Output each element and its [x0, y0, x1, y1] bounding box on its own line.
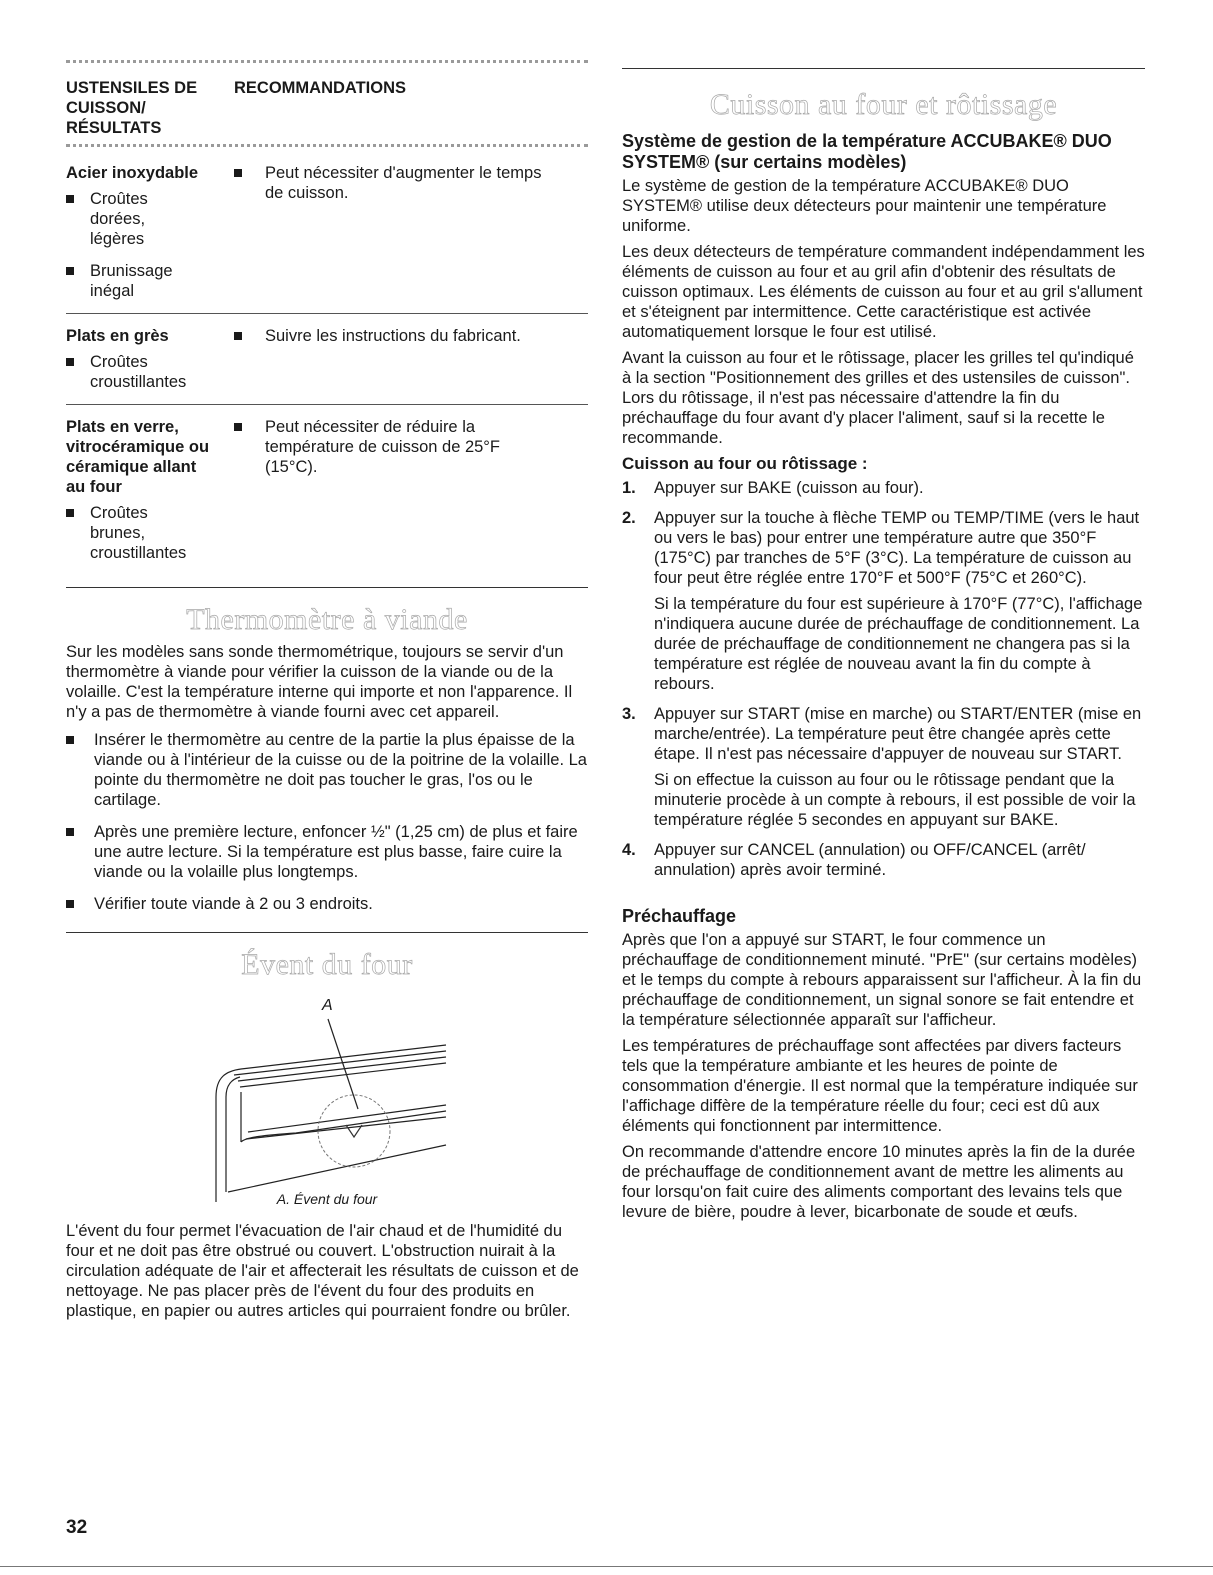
- table-header: [66, 67, 588, 144]
- list-item: Vérifier toute viande à 2 ou 3 endroits.: [66, 894, 588, 914]
- bullet-icon: [234, 169, 242, 177]
- table-row: [66, 405, 588, 587]
- bullet-icon: [234, 332, 242, 340]
- section-rule: [622, 68, 1145, 69]
- bottom-rule: [0, 1566, 1213, 1567]
- table-row: [66, 314, 588, 405]
- paragraph: Les deux détecteurs de température commandent indépendamment les éléments de cuisson au four et au gril afin d'obtenir des résultats de cuisson optimaux. Les éléments de cuisson au four et au gril s'allument et s'éteignent par intermittence. Cette caractéristique est activée automatiquement lorsque le four est utilisé.: [622, 243, 1145, 341]
- header-cookware: USTENSILES DE CUISSON/ RÉSULTATS: [66, 79, 198, 137]
- right-column: [622, 60, 1145, 1228]
- paragraph: Les températures de préchauffage sont affectées par divers facteurs tels que la température ambiante et les heures de pointe de consommation d'énergie. Il est normal que la température indiquée sur l'affichage diffère de la température réelle du four; ceci est dû aux éléments qui fonctionnent par intermittence.: [622, 1037, 1138, 1135]
- section-rule: [66, 932, 588, 933]
- table-top-rule: [66, 60, 588, 67]
- result-item: Croûtes croustillantes: [66, 352, 234, 392]
- table-row: [66, 151, 588, 314]
- list-item: Insérer le thermomètre au centre de la partie la plus épaisse de la viande ou à l'intérieur de la cuisse ou de la poitrine de la volaille. La pointe du thermomètre ne doit pas toucher le gras, l'os ou le cartilage.: [66, 730, 588, 810]
- section-rule: [66, 587, 588, 588]
- bullet-icon: [66, 736, 74, 744]
- material-name: Plats en grès: [66, 327, 169, 345]
- result-item: Croûtes dorées, légères: [66, 189, 234, 249]
- bullet-icon: [66, 900, 74, 908]
- result-item: Croûtes brunes, croustillantes: [66, 503, 234, 563]
- section-title-event: Évent du four: [241, 948, 413, 981]
- recommendation: Peut nécessiter de réduire la température de cuisson de 25°F (15°C).: [234, 417, 588, 477]
- event-text: L'évent du four permet l'évacuation de l'air chaud et de l'humidité du four et ne doit pas être obstrué ou couvert. L'obstruction nuirait à la circulation adéquate de l'air et affecterait les résultats de cuisson et de nettoyage. Ne pas placer près de l'évent du four des produits en plastique, en papier ou autres articles qui pourraient fondre ou brûler.: [66, 1222, 579, 1320]
- step-item: 1. Appuyer sur BAKE (cuisson au four).: [622, 478, 1145, 504]
- paragraph: Après que l'on a appuyé sur START, le four commence un préchauffage de conditionnement minuté. "PrE" (sur certains modèles) et le temps du compte à rebours apparaissent sur l'afficheur. À la fin du préchauffage de conditionnement, un signal sonore se fait entendre et la température sélectionnée apparaît sur l'afficheur.: [622, 931, 1142, 1029]
- bullet-icon: [234, 423, 242, 431]
- recommendation: Peut nécessiter d'augmenter le temps de cuisson.: [234, 163, 588, 203]
- header-recommendations: RECOMMANDATIONS: [234, 79, 407, 97]
- step-number: 4.: [622, 841, 636, 859]
- paragraph: Avant la cuisson au four et le rôtissage, placer les grilles tel qu'indiqué à la section "Positionnement des grilles et des ustensiles de cuisson". Lors du rôtissage, il n'est pas nécessaire d'attendre la fin du préchauffage du four avant d'y placer l'aliment, sauf si la recette le recommande.: [622, 349, 1134, 447]
- left-column: [66, 60, 588, 1327]
- page-number: 32: [66, 1517, 88, 1538]
- figure-label: A: [322, 997, 333, 1014]
- recommendation: Suivre les instructions du fabricant.: [234, 326, 588, 346]
- step-number: 1.: [622, 479, 636, 497]
- bullet-icon: [66, 509, 74, 517]
- oven-vent-figure: [66, 987, 588, 1207]
- step-item: 3. Appuyer sur START (mise en marche) ou START/ENTER (mise en marche/entrée). La température peut être changée après cette étape. Il n'est pas nécessaire d'appuyer de nouveau sur START. Si on effectue la cuisson au four ou le rôtissage pendant que la minuterie procède à un compte à rebours, il est possible de voir la température réglée 5 secondes en appuyant sur BAKE.: [622, 704, 1145, 836]
- result-item: Brunissage inégal: [66, 261, 234, 301]
- table-header-rule: [66, 144, 588, 151]
- bullet-icon: [66, 267, 74, 275]
- steps-heading: Cuisson au four ou rôtissage :: [622, 454, 868, 473]
- figure-caption: A. Évent du four: [276, 1191, 378, 1207]
- material-name: Plats en verre, vitrocéramique ou céramique allant au four: [66, 418, 210, 496]
- bullet-icon: [66, 358, 74, 366]
- oven-vent-illustration: [66, 987, 588, 1207]
- bullet-icon: [66, 195, 74, 203]
- step-number: 2.: [622, 509, 636, 527]
- thermometre-intro: Sur les modèles sans sonde thermométrique, toujours se servir d'un thermomètre à viande pour vérifier la cuisson de la viande ou de la volaille. C'est la température interne qui importe et non l'apparence. Il n'y a pas de thermomètre à viande fourni avec cet appareil.: [66, 643, 573, 721]
- material-name: Acier inoxydable: [66, 164, 199, 182]
- prechauffage-heading: Préchauffage: [622, 906, 737, 926]
- section-title-thermometre: Thermomètre à viande: [186, 603, 468, 636]
- paragraph: On recommande d'attendre encore 10 minutes après la fin de la durée de préchauffage de conditionnement avant de mettre les aliments au four lorsqu'on fait cuire des aliments comportant des levains tels que levure de bière, poudre à lever, bicarbonate de soude et œufs.: [622, 1143, 1136, 1221]
- step-number: 3.: [622, 705, 636, 723]
- step-item: 2. Appuyer sur la touche à flèche TEMP ou TEMP/TIME (vers le haut ou vers le bas) pour entrer une température autre que 350°F (175°C) par tranches de 5°F (3°C). La température de cuisson au four peut être réglée entre 170°F et 500°F (75°C et 260°C). Si la température du four est supérieure à 170°F (77°C), l'affichage n'indiquera aucune durée de préchauffage de conditionnement. La durée de préchauffage de conditionnement ne changera pas si la température est réglée de nouveau avant la fin du compte à rebours.: [622, 508, 1145, 700]
- step-item: 4. Appuyer sur CANCEL (annulation) ou OFF/CANCEL (arrêt/ annulation) après avoir terminé.: [622, 840, 1145, 886]
- list-item: Après une première lecture, enfoncer ½" (1,25 cm) de plus et faire une autre lecture. Si la température est plus basse, faire cuire la viande ou la volaille plus longtemps.: [66, 822, 588, 882]
- bullet-icon: [66, 828, 74, 836]
- section-title-cuisson: Cuisson au four et rôtissage: [709, 88, 1058, 121]
- accubake-heading: Système de gestion de la température ACCUBAKE® DUO SYSTEM® (sur certains modèles): [622, 131, 1112, 172]
- paragraph: Le système de gestion de la température ACCUBAKE® DUO SYSTEM® utilise deux détecteurs pour maintenir une température uniforme.: [622, 177, 1107, 235]
